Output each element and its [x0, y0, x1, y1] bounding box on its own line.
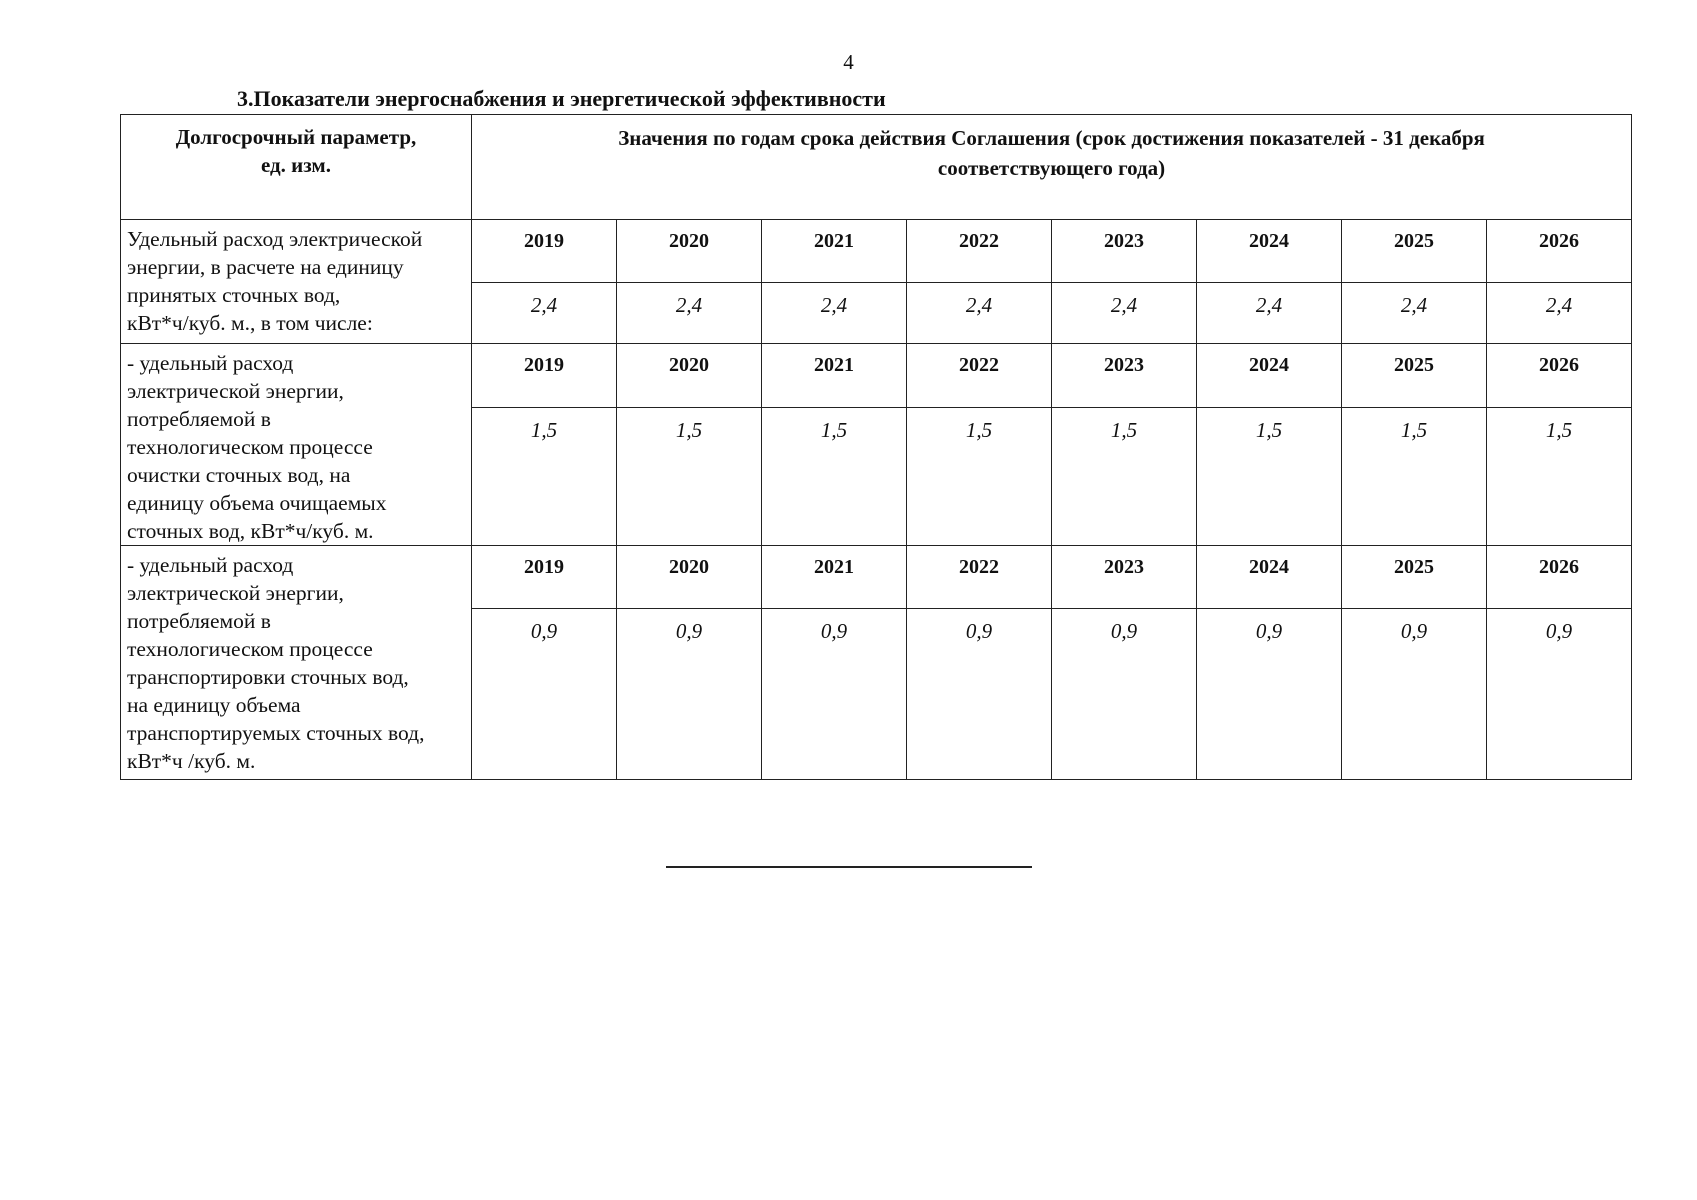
param-cell: [121, 220, 472, 344]
value-cell: 1,5: [1052, 407, 1197, 545]
header-param-line: Долгосрочный параметр,: [175, 125, 417, 149]
value-cell: 0,9: [907, 609, 1052, 780]
value-cell: 2,4: [472, 283, 617, 344]
table-row-years: [121, 220, 1632, 283]
value-cell: 0,9: [1487, 609, 1632, 780]
indicators-table: [120, 114, 1632, 780]
year-cell: 2024: [1197, 344, 1342, 408]
year-cell: 2020: [617, 220, 762, 283]
param-line: на единицу объема: [127, 693, 301, 717]
year-cell: 2026: [1487, 546, 1632, 609]
year-cell: 2023: [1052, 344, 1197, 408]
year-cell: 2022: [907, 546, 1052, 609]
year-cell: 2025: [1342, 546, 1487, 609]
param-line: кВт*ч/куб. м., в том числе:: [127, 311, 373, 335]
param-cell: [121, 546, 472, 780]
value-cell: 2,4: [1342, 283, 1487, 344]
header-param-line: ед. изм.: [261, 153, 331, 177]
param-line: технологическом процессе: [127, 637, 373, 661]
year-cell: 2023: [1052, 220, 1197, 283]
param-line: очистки сточных вод, на: [127, 463, 351, 487]
param-line: единицу объема очищаемых: [127, 491, 387, 515]
value-cell: 2,4: [762, 283, 907, 344]
year-cell: 2022: [907, 344, 1052, 408]
param-line: технологическом процессе: [127, 435, 373, 459]
value-cell: 0,9: [472, 609, 617, 780]
param-line: - удельный расход: [127, 351, 294, 375]
value-cell: 0,9: [762, 609, 907, 780]
param-line: электрической энергии,: [127, 379, 344, 403]
year-cell: 2022: [907, 220, 1052, 283]
value-cell: 1,5: [1197, 407, 1342, 545]
table-header-row: [121, 115, 1632, 220]
year-cell: 2024: [1197, 546, 1342, 609]
param-cell: [121, 344, 472, 546]
year-cell: 2024: [1197, 220, 1342, 283]
year-cell: 2025: [1342, 220, 1487, 283]
year-cell: 2020: [617, 344, 762, 408]
value-cell: 0,9: [1197, 609, 1342, 780]
value-cell: 2,4: [1197, 283, 1342, 344]
value-cell: 2,4: [617, 283, 762, 344]
param-line: сточных вод, кВт*ч/куб. м.: [127, 519, 374, 543]
param-line: потребляемой в: [127, 407, 271, 431]
year-cell: 2019: [472, 546, 617, 609]
param-line: Удельный расход электрической: [127, 227, 423, 251]
page-number: 4: [843, 50, 854, 74]
year-cell: 2026: [1487, 220, 1632, 283]
value-cell: 0,9: [1052, 609, 1197, 780]
value-cell: 0,9: [1342, 609, 1487, 780]
param-line: кВт*ч /куб. м.: [127, 749, 256, 773]
value-cell: 1,5: [1487, 407, 1632, 545]
value-cell: 2,4: [1052, 283, 1197, 344]
value-cell: 1,5: [907, 407, 1052, 545]
value-cell: 1,5: [1342, 407, 1487, 545]
year-cell: 2019: [472, 344, 617, 408]
year-cell: 2021: [762, 546, 907, 609]
year-cell: 2020: [617, 546, 762, 609]
param-line: принятых сточных вод,: [127, 283, 341, 307]
value-cell: 1,5: [617, 407, 762, 545]
header-values-cell: [472, 115, 1632, 220]
year-cell: 2025: [1342, 344, 1487, 408]
year-cell: 2021: [762, 344, 907, 408]
year-cell: 2026: [1487, 344, 1632, 408]
value-cell: 0,9: [617, 609, 762, 780]
param-line: энергии, в расчете на единицу: [127, 255, 404, 279]
table-row-years: [121, 546, 1632, 609]
value-cell: 1,5: [762, 407, 907, 545]
value-cell: 1,5: [472, 407, 617, 545]
table-body: [121, 220, 1632, 780]
param-line: электрической энергии,: [127, 581, 344, 605]
year-cell: 2019: [472, 220, 617, 283]
table-row-years: [121, 344, 1632, 408]
param-line: транспортируемых сточных вод,: [127, 721, 425, 745]
value-cell: 2,4: [1487, 283, 1632, 344]
param-line: транспортировки сточных вод,: [127, 665, 409, 689]
year-cell: 2023: [1052, 546, 1197, 609]
header-param-cell: [121, 115, 472, 220]
param-line: потребляемой в: [127, 609, 271, 633]
value-cell: 2,4: [907, 283, 1052, 344]
header-values-line: Значения по годам срока действия Соглашения (срок достижения показателей - 31 декабря: [618, 126, 1485, 150]
end-divider-line: [666, 866, 1032, 868]
header-values-line: соответствующего года): [937, 156, 1166, 180]
section-title: 3.Показатели энергоснабжения и энергетической эффективности: [237, 86, 886, 111]
param-line: - удельный расход: [127, 553, 294, 577]
year-cell: 2021: [762, 220, 907, 283]
